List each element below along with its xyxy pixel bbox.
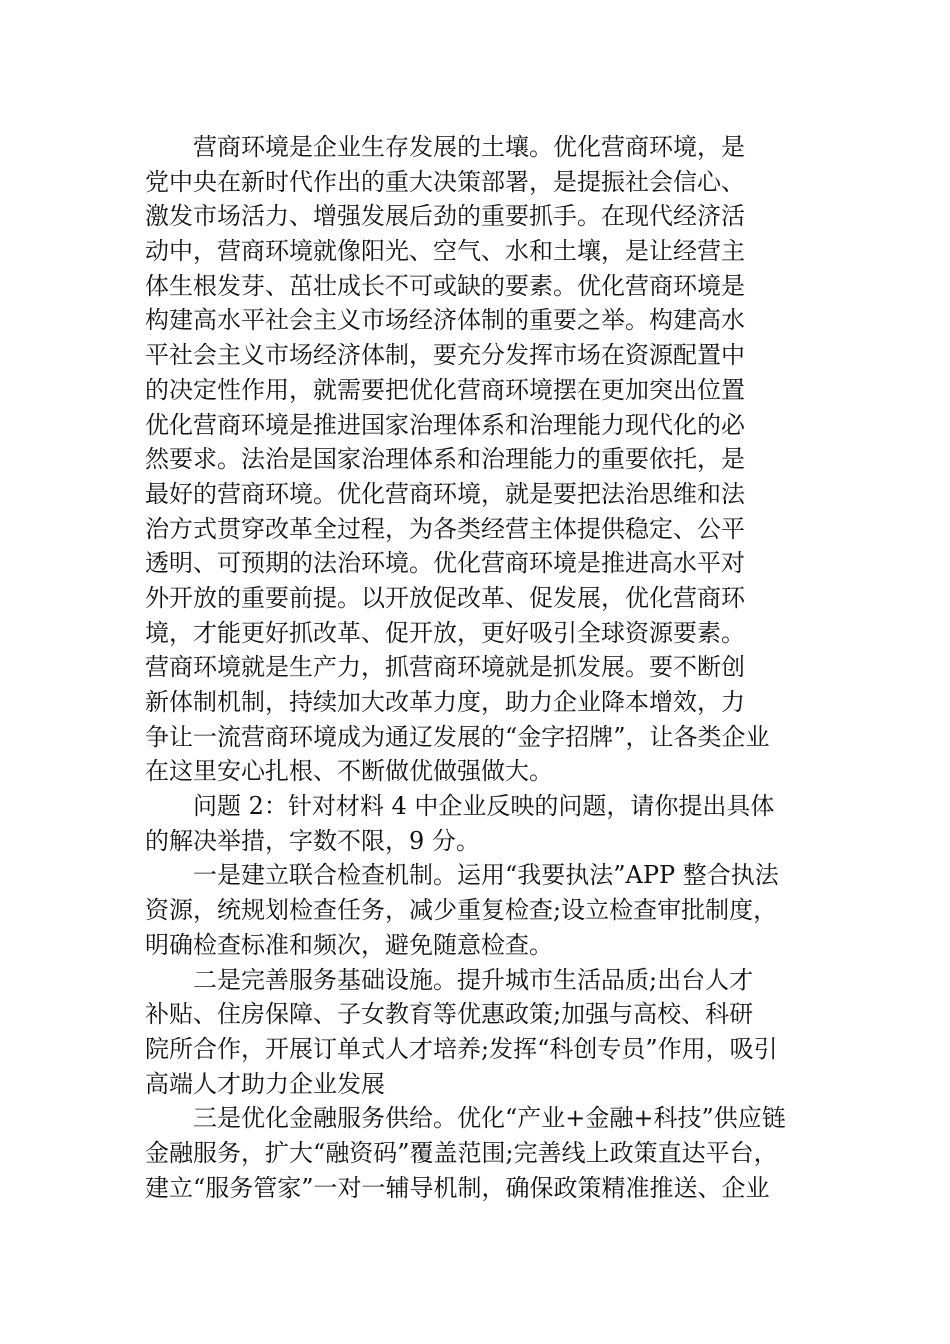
text-line: 最好的营商环境。优化营商环境，就是要把法治思维和法 <box>145 479 745 508</box>
paragraph-measure-2 <box>145 963 810 1102</box>
text-line: 营商环境就是生产力，抓营商环境就是抓发展。要不断创 <box>145 653 745 682</box>
text-line: 高端人才助力企业发展 <box>145 1069 385 1098</box>
document-body <box>145 130 810 1205</box>
text-line: 在这里安心扎根、不断做优做强做大。 <box>145 757 553 786</box>
text-line: 党中央在新时代作出的重大决策部署，是提振社会信心、 <box>145 167 745 196</box>
paragraph-intro <box>145 130 810 789</box>
text-line: 平社会主义市场经济体制，要充分发挥市场在资源配置中 <box>145 341 745 370</box>
text-line: 构建高水平社会主义市场经济体制的重要之举。构建高水 <box>145 306 745 335</box>
text-line: 优化营商环境是推进国家治理体系和治理能力现代化的必 <box>145 410 745 439</box>
text-line: 补贴、住房保障、子女教育等优惠政策;加强与高校、科研 <box>145 1000 754 1029</box>
text-line: 一是建立联合检查机制。运用“我要执法”APP 整合执法 <box>193 861 779 890</box>
text-line: 资源，统规划检查任务，减少重复检查;设立检查审批制度， <box>145 896 778 925</box>
text-line: 透明、可预期的法治环境。优化营商环境是推进高水平对 <box>145 549 745 578</box>
text-line: 争让一流营商环境成为通辽发展的“金字招牌”，让各类企业 <box>145 722 770 751</box>
text-line: 境，才能更好抓改革、促开放，更好吸引全球资源要素。 <box>145 618 745 647</box>
paragraph-measure-3 <box>145 1101 810 1205</box>
text-line: 体生根发芽、茁壮成长不可或缺的要素。优化营商环境是 <box>145 271 745 300</box>
text-line: 激发市场活力、增强发展后劲的重要抓手。在现代经济活 <box>145 202 745 231</box>
text-line: 院所合作，开展订单式人才培养;发挥“科创专员”作用，吸引 <box>145 1034 778 1063</box>
text-line: 建立“服务管家”一对一辅导机制，确保政策精准推送、企业 <box>145 1173 770 1202</box>
text-line: 营商环境是企业生存发展的土壤。优化营商环境，是 <box>193 133 745 161</box>
text-line: 明确检查标准和频次，避免随意检查。 <box>145 930 553 959</box>
paragraph-measure-1 <box>145 858 810 962</box>
text-line: 三是优化金融服务供给。优化“产业+金融+科技”供应链 <box>193 1104 786 1133</box>
text-line: 治方式贯穿改革全过程，为各类经营主体提供稳定、公平 <box>145 514 745 543</box>
text-line: 的决定性作用，就需要把优化营商环境摆在更加突出位置 <box>145 375 745 404</box>
text-line: 然要求。法治是国家治理体系和治理能力的重要依托，是 <box>145 445 745 474</box>
text-line: 新体制机制，持续加大改革力度，助力企业降本增效，力 <box>145 688 745 716</box>
text-line: 动中，营商环境就像阳光、空气、水和土壤，是让经营主 <box>145 237 745 266</box>
paragraph-question-2 <box>145 789 810 858</box>
text-line: 的解决举措，字数不限，9 分。 <box>145 826 480 855</box>
text-line: 问题 2：针对材料 4 中企业反映的问题，请你提出具体 <box>193 792 775 821</box>
text-line: 二是完善服务基础设施。提升城市生活品质;出台人才 <box>193 965 754 994</box>
text-line: 外开放的重要前提。以开放促改革、促发展，优化营商环 <box>145 583 745 612</box>
text-line: 金融服务，扩大“融资码”覆盖范围;完善线上政策直达平台， <box>145 1138 778 1167</box>
